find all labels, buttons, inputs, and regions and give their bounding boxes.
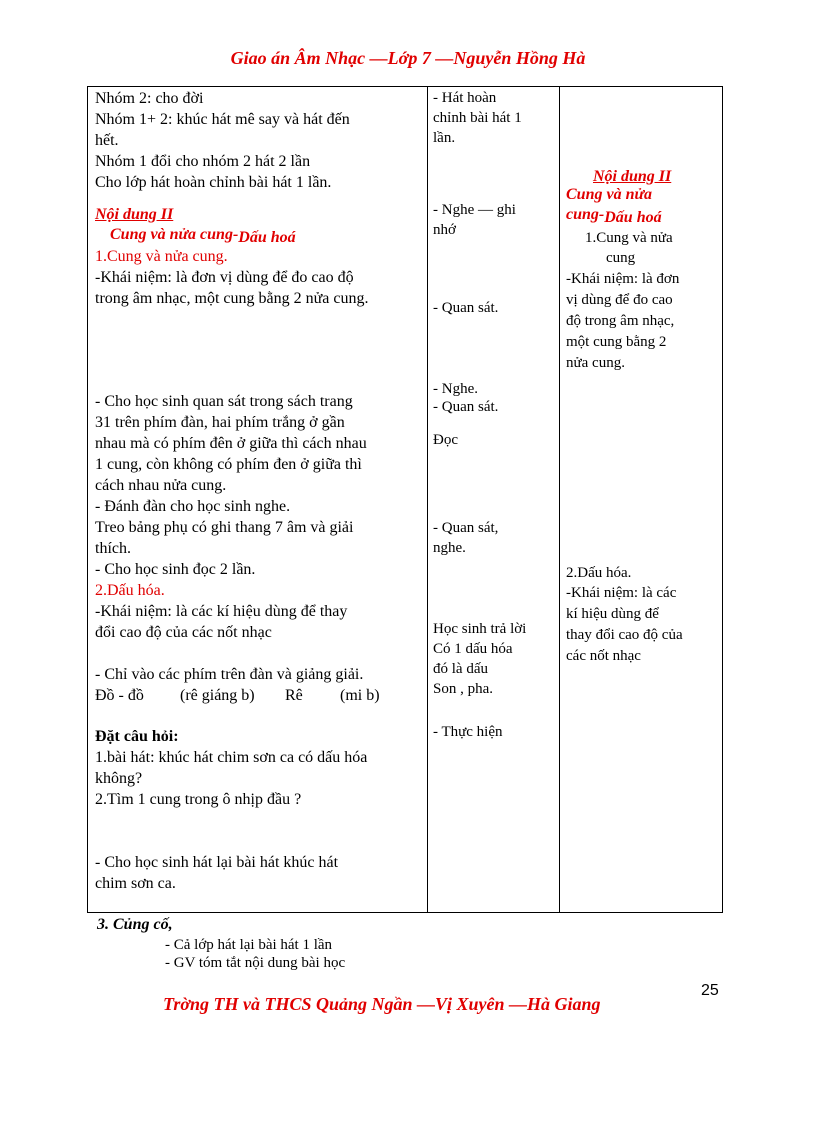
col3-subheading-a: Cung và nửa — [566, 186, 653, 203]
text-line: -Khái niệm: là đơn vị dùng để đo cao độ — [95, 269, 354, 286]
text-line: Treo bảng phụ có ghi thang 7 âm và giải — [95, 519, 354, 536]
column-divider-2 — [559, 86, 560, 913]
text-line: - Cho học sinh hát lại bài hát khúc hát — [95, 854, 339, 871]
text-line: nhau mà có phím đên ở giữa thì cách nhau — [95, 435, 367, 452]
page-header: Giao án Âm Nhạc —Lớp 7 —Nguyễn Hồng Hà — [230, 48, 586, 68]
page-number: 25 — [701, 982, 719, 999]
text-line: -Khái niệm: là các — [566, 585, 677, 601]
text-line: một cung bằng 2 — [566, 334, 667, 350]
concept-cung — [95, 267, 369, 309]
text-line: 1.bài hát: khúc hát chim sơn ca có dấu hóa — [95, 749, 368, 766]
question-title: Đặt câu hỏi: — [95, 728, 179, 745]
text-line: - Đánh đàn cho học sinh nghe. — [95, 498, 291, 515]
text-line: nhớ — [433, 222, 456, 238]
text-line: Nhóm 2: cho đời — [95, 90, 204, 107]
questions — [95, 747, 367, 810]
text-line: vị dùng để đo cao — [566, 292, 673, 308]
note-re-giang: (rê giáng b) — [180, 687, 255, 704]
note-do: Đồ - đồ — [95, 687, 144, 704]
col3-subheading-cung: cung- — [566, 206, 605, 223]
col3-subheading-dau-hoa: Dấu hoá — [604, 209, 662, 226]
text-line: cách nhau nửa cung. — [95, 477, 227, 494]
consolidate-items — [165, 936, 345, 972]
text-line: nửa cung. — [566, 355, 625, 371]
col3-subheading-b — [566, 206, 662, 224]
text-line: - Cho học sinh quan sát trong sách trang — [95, 393, 353, 410]
col1-top-lines — [95, 88, 350, 193]
text-line: trong âm nhạc, một cung bằng 2 nửa cung. — [95, 290, 369, 307]
text-line: 1 cung, còn không có phím đen ở giữa thì — [95, 456, 362, 473]
piano-explanation: - Chỉ vào các phím trên đàn và giảng giải. — [95, 666, 364, 683]
text-line: độ trong âm nhạc, — [566, 313, 675, 329]
note-re: Rê — [285, 687, 303, 704]
student-observe-listen — [433, 518, 498, 558]
col3-section-dau-hoa: 2.Dấu hóa. — [566, 565, 632, 581]
text-line: - Nghe. — [433, 381, 478, 397]
column-divider-1 — [427, 86, 428, 913]
student-observe: - Quan sát. — [433, 300, 499, 316]
text-line: chỉnh bài hát 1 — [433, 110, 522, 126]
content-subheading — [110, 226, 296, 244]
text-line: thích. — [95, 540, 131, 557]
text-line: Nhóm 1 đổi cho nhóm 2 hát 2 lần — [95, 153, 311, 170]
content-heading: Nội dung II — [95, 206, 174, 223]
student-listen-observe — [433, 380, 498, 416]
col3-concept-dau-hoa — [566, 583, 683, 667]
text-line: 31 trên phím đàn, hai phím trắng ở gần — [95, 414, 345, 431]
subheading-part-a: Cung và nửa cung- — [110, 226, 239, 243]
text-line: thay đổi cao độ của — [566, 627, 683, 643]
text-line: Son , pha. — [433, 681, 493, 697]
student-answer — [433, 619, 526, 699]
text-line: nghe. — [433, 540, 466, 556]
text-line: các nốt nhạc — [566, 648, 641, 664]
text-line: 2.Tìm 1 cung trong ô nhịp đầu ? — [95, 791, 302, 808]
text-line: chim sơn ca. — [95, 875, 176, 892]
text-line: lần. — [433, 130, 456, 146]
text-line: kí hiệu dùng để — [566, 606, 659, 622]
text-line: Có 1 dấu hóa — [433, 641, 513, 657]
text-line: - GV tóm tắt nội dung bài học — [165, 955, 346, 971]
student-perform: - Thực hiện — [433, 724, 503, 740]
col3-section-cung: 1.Cung và nửa — [585, 230, 673, 246]
text-line: - Hát hoàn — [433, 90, 497, 106]
text-line: không? — [95, 770, 143, 787]
student-listen — [433, 200, 516, 240]
concept-dau-hoa — [95, 601, 347, 643]
text-line: đổi cao độ của các nốt nhạc — [95, 624, 272, 641]
text-line: đó là dấu — [433, 661, 488, 677]
col3-section-cung-cont: cung — [606, 250, 636, 266]
text-line: Cho lớp hát hoàn chỉnh bài hát 1 lần. — [95, 174, 332, 191]
text-line: Nhóm 1+ 2: khúc hát mê say và hát đến — [95, 111, 350, 128]
text-line: - Cho học sinh đọc 2 lần. — [95, 561, 256, 578]
text-line: -Khái niệm: là đơn — [566, 271, 680, 287]
student-read: Đọc — [433, 432, 458, 448]
student-sing — [433, 88, 522, 148]
observe-instructions — [95, 391, 367, 580]
text-line: - Quan sát, — [433, 520, 499, 536]
text-line: Học sinh trả lời — [433, 621, 527, 637]
text-line: - Nghe — ghi — [433, 202, 516, 218]
page-footer: Trờng TH và THCS Quảng Ngần —Vị Xuyên —Hà Giang — [163, 994, 601, 1014]
section-cung: 1.Cung và nửa cung. — [95, 248, 228, 265]
section-dau-hoa: 2.Dấu hóa. — [95, 582, 165, 599]
text-line: - Quan sát. — [433, 399, 499, 415]
text-line: hết. — [95, 132, 119, 149]
col3-concept-cung — [566, 269, 679, 374]
col3-heading: Nội dung II — [593, 168, 672, 185]
sing-again — [95, 852, 338, 894]
note-mi: (mi b) — [340, 687, 380, 704]
text-line: -Khái niệm: là các kí hiệu dùng để thay — [95, 603, 348, 620]
text-line: - Cả lớp hát lại bài hát 1 lần — [165, 937, 333, 953]
consolidate-title: 3. Củng cố, — [97, 916, 173, 933]
subheading-part-b: Dấu hoá — [238, 229, 296, 246]
